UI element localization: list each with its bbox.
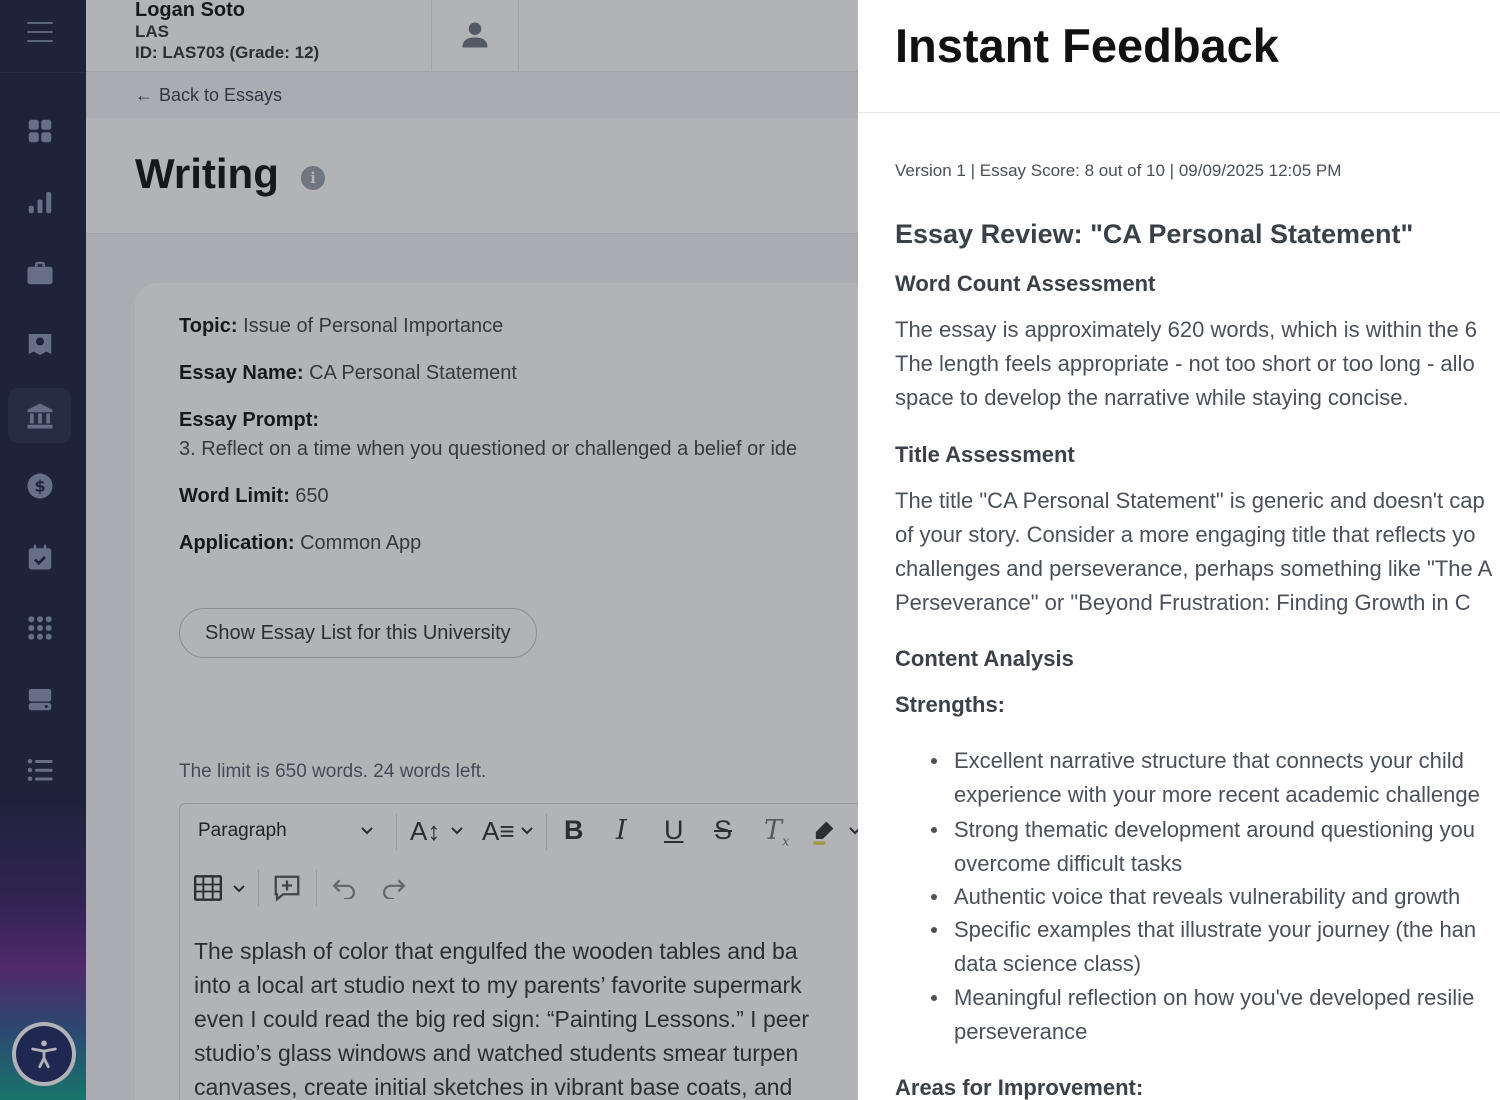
list-item-text (954, 913, 1476, 980)
application-label: Application: (179, 532, 295, 554)
show-essay-list-button[interactable]: Show Essay List for this University (179, 608, 537, 658)
strengths-heading: Strengths: (895, 692, 1005, 717)
essay-line: into a local art studio next to my parents’ favorite supermark (194, 972, 802, 998)
word-count-text (895, 313, 1477, 415)
underline-icon[interactable]: U (664, 815, 684, 845)
content-analysis-heading: Content Analysis (895, 646, 1074, 671)
text-line: Excellent narrative structure that connects your child (954, 748, 1464, 773)
strikethrough-icon[interactable]: S (714, 815, 733, 845)
clear-format-icon[interactable]: $T_x$ (764, 815, 790, 850)
text-line: The essay is approximately 620 words, which is within the 6 (895, 317, 1478, 342)
page-title: Writing (135, 150, 279, 197)
text-line: data science class) (954, 950, 1142, 976)
back-link-label: Back to Essays (159, 85, 283, 105)
text-line: Specific examples that illustrate your journey (the han (954, 917, 1477, 942)
bullet-dot (931, 758, 937, 764)
bold-icon[interactable]: B (564, 815, 584, 845)
essay-prompt-value: 3. Reflect on a time when you questioned or challenged a belief or ide (179, 438, 798, 460)
essay-review-title: Essay Review: "CA Personal Statement" (895, 219, 1414, 249)
text-line: experience with your more recent academic challenge (954, 781, 1480, 807)
bullet-dot (931, 995, 937, 1001)
bullet-dot (931, 827, 937, 833)
instant-feedback-panel (858, 0, 1500, 1100)
word-limit-status: The limit is 650 words. 24 words left. (179, 761, 487, 782)
word-count-heading: Word Count Assessment (895, 271, 1156, 296)
essay-line: The splash of color that engulfed the wooden tables and ba (194, 938, 798, 964)
essay-line: canvases, create initial sketches in vibrant base coats, and (194, 1074, 793, 1100)
text-line: The title "CA Personal Statement" is generic and doesn't cap (895, 488, 1485, 513)
word-limit-label: Word Limit: (179, 485, 290, 507)
student-school: LAS (135, 22, 169, 41)
bullet-dot (931, 894, 937, 900)
essay-line: studio’s glass windows and watched students smear turpen (194, 1040, 799, 1066)
paragraph-style-select[interactable]: Paragraph (198, 820, 287, 841)
bullet-dot (931, 927, 937, 933)
areas-for-improvement-heading: Areas for Improvement: (895, 1075, 1144, 1100)
text-line: Authentic voice that reveals vulnerability and growth (954, 884, 1461, 909)
text-line: The length feels appropriate - not too short or too long - allo (895, 351, 1475, 376)
title-assessment-heading: Title Assessment (895, 442, 1075, 467)
feedback-panel-header (858, 0, 1500, 113)
svg-text:$: $ (33, 476, 46, 496)
student-id: ID: LAS703 (Grade: 12) (135, 43, 320, 62)
list-item-text (954, 981, 1474, 1048)
info-icon[interactable]: i (301, 166, 325, 190)
arrow-left-icon: ← (135, 85, 153, 105)
essay-line: even I could read the big red sign: “Painting Lessons.” I peer (194, 1006, 809, 1032)
text-line: of your story. Consider a more engaging title that reflects yo (895, 522, 1476, 547)
student-name: Logan Soto (135, 0, 245, 21)
text-line: Perseverance" or "Beyond Frustration: Finding Growth in C (895, 590, 1471, 615)
essay-name-value: CA Personal Statement (309, 362, 517, 384)
application-value: Common App (300, 532, 422, 554)
word-limit-value: 650 (295, 485, 329, 507)
text-line: overcome difficult tasks (954, 850, 1183, 876)
list-item-text (954, 744, 1480, 811)
text-line: Meaningful reflection on how you've developed resilie (954, 985, 1475, 1010)
title-assessment-text (895, 484, 1492, 620)
essay-prompt-label: Essay Prompt: (179, 409, 320, 431)
list-item-text (954, 813, 1475, 880)
topic-label: Topic: (179, 315, 238, 337)
list-item-text (954, 880, 1460, 914)
text-line: space to develop the narrative while staying concise. (895, 385, 1409, 410)
font-family-icon[interactable]: A≡ (482, 816, 515, 846)
topic-value: Issue of Personal Importance (243, 315, 504, 337)
essay-name-label: Essay Name: (179, 362, 304, 384)
text-line: Strong thematic development around questioning you (954, 817, 1476, 842)
font-size-icon[interactable]: A↕ (410, 816, 441, 846)
feedback-meta: Version 1 | Essay Score: 8 out of 10 | 09/09/2025 12:05 PM (895, 161, 1342, 180)
italic-icon[interactable]: I (616, 815, 627, 846)
text-line: challenges and perseverance, perhaps something like "The A (895, 556, 1493, 581)
feedback-panel-title: Instant Feedback (895, 19, 1279, 72)
text-line: perseverance (954, 1018, 1088, 1044)
